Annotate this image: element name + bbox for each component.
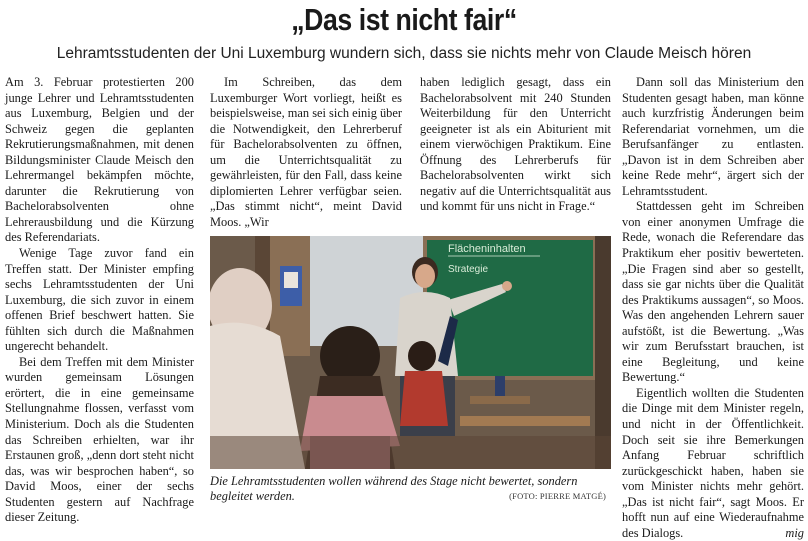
paragraph-text: Eigentlich wollten die Studenten die Dinge mit dem Minister regeln, und nicht in der Öffentlichkeit. Doch seit sie ihre Bemerkungen Anfang Februar schriftlich zurückgeschickt haben, haben sie vom Minister nichts mehr gehört. „Das ist nicht fair“, sagt Moos. Er hofft nun auf eine Wiederaufnahme des Dialogs. — [622, 385, 804, 540]
article-column-4 — [622, 75, 804, 540]
article-column-2 — [210, 75, 402, 235]
paragraph: Bei dem Treffen mit dem Minister wurden gemeinsam Lösungen erörtert, die in eine gemeinsame Stellungnahme flossen, verfasst vom Ministerium. Doch als die Studenten das Schreiben erhielten, war ihr Erstaunen groß, „denn dort steht nicht das, was wir besprochen haben“, so David Moos, einer der sechs Studenten gestern auf Nachfrage dieser Zeitung. — [5, 354, 194, 525]
photo-credit: (FOTO: PIERRE MATGÉ) — [509, 491, 606, 501]
paragraph: Stattdessen geht im Schreiben von einer anonymen Umfrage die Rede, wonach die Referendare das Praktikum eher positiv bewerteten. „Die Fragen sind aber so gestellt, dass sie gar nichts über die Qualität des Praktikums aussagen“, so Moos. Was den angehenden Lehrern sauer aufstößt, ist die Bewertung. „Was wir zum Berufsstart brauchen, ist eine Begleitung, und keine Bewertung.“ — [622, 199, 804, 385]
paragraph: haben lediglich gesagt, dass ein Bachelorabsolvent mit 240 Stunden Weiterbildung für den Unterricht geeigneter ist als ein Abiturient mit einem vierwöchigen Praktikum. Eine Öffnung des Lehrerberufs für Bachelorabsolventen wirkt sich negativ auf die Unterrichtsqualität aus und kommt für uns nicht in Frage.“ — [420, 75, 611, 214]
paragraph: Am 3. Februar protestierten 200 junge Lehrer und Lehramtsstudenten aus Luxemburg, Belgien und der Schweiz gegen die geplanten Rekrutierungsmaßnahmen, mit denen Bildungsminister Claude Meisch den Lehrermangel bekämpfen möchte, darunter die Rekrutierung von Bachelorabsolventen ohne Lehrerausbildung und die Kürzung des Referendariats. — [5, 75, 194, 245]
blackboard-text-line: Strategie — [448, 264, 489, 275]
paragraph: Dann soll das Ministerium den Studenten gesagt haben, man könne auch kurzfristig Änderungen beim Referendariat vornehmen, um die Berufsanfänger zu entlasten. „Davon ist in dem Schreiben aber keine Rede mehr“, ärgert sich der Lehramtsstudent. — [622, 75, 804, 198]
classroom-photo — [210, 236, 611, 469]
blackboard-text-title: Flächeninhalten — [448, 243, 526, 255]
photo-caption: Die Lehramtsstudenten wollen während des Stage nicht bewertet, sondern begleitet werden. — [210, 474, 578, 503]
author-initials: mig — [785, 525, 804, 540]
headline: „Das ist nicht fair“ — [291, 2, 517, 37]
article-column-3 — [420, 75, 611, 235]
classroom-illustration — [210, 236, 611, 469]
subheadline: Lehramtsstudenten der Uni Luxemburg wundern sich, dass sie nichts mehr von Claude Meisch hören — [56, 45, 752, 62]
paragraph: Im Schreiben, das dem Luxemburger Wort vorliegt, heißt es beispielsweise, man sei sich einig über die Notwendigkeit, den Lehrerberuf für Bachelorabsolventen zu öffnen, um die Unterrichtsqualität zu gewährleisten, für den Fall, dass keine diplomierten Lehrer verfügbar seien. „Das stimmt nicht“, meint David Moos. „Wir — [210, 75, 403, 229]
paragraph: Wenige Tage zuvor fand ein Treffen statt. Der Minister empfing sechs Lehramtsstudenten der Uni Luxemburg, die sich zuvor in einem offenen Brief beschwert hatten. Sie fühlten sich durch die Maßnahmen ungerecht behandelt. — [5, 246, 194, 354]
article-column-1 — [5, 75, 194, 525]
